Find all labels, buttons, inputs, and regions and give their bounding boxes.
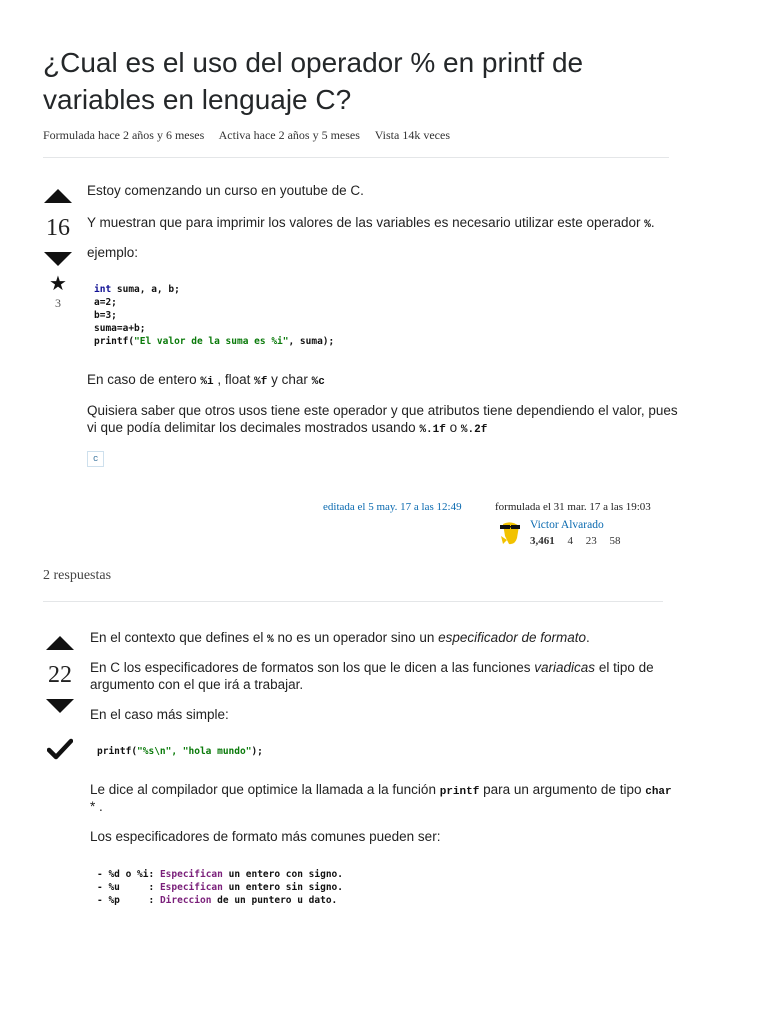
- view-count: Vista 14k veces: [374, 128, 450, 142]
- user-name-link[interactable]: Victor Alvarado: [530, 519, 604, 531]
- answer-paragraph-4: Le dice al compilador que optimice la llamada a la función printf para un argumento de tipo char: [90, 782, 672, 798]
- question-paragraph-3: ejemplo:: [87, 245, 139, 260]
- question-title[interactable]: ¿Cual es el uso del operador % en printf de variables en lenguaje C?: [43, 47, 584, 115]
- question-code-block: int suma, a, b; a=2; b=3; suma=a+b; printf("El valor de la suma es %i", suma);: [94, 284, 335, 347]
- title-divider: [43, 157, 669, 158]
- accepted-check-icon: [47, 738, 73, 762]
- question-paragraph-4: En caso de entero %i , float %f y char %c: [87, 372, 325, 388]
- asked-time: Formulada hace 2 años y 6 meses: [43, 128, 205, 142]
- question-body-2: [87, 371, 677, 441]
- answer-paragraph-2: En C los especificadores de formatos son los que le dicen a las funciones variadicas el tipo de: [90, 660, 654, 675]
- favorite-count: 3: [55, 296, 61, 310]
- question-paragraph-2: Y muestran que para imprimir los valores de las variables es necesario utilizar este operador %.: [87, 215, 655, 231]
- question-paragraph-5-line-1: Quisiera saber que otros usos tiene este operador y que atributos tiene dependiendo el valor, pues: [87, 403, 678, 418]
- user-avatar[interactable]: [497, 518, 525, 546]
- user-reputation: [530, 535, 621, 547]
- question-meta: [43, 128, 462, 143]
- answer-body: [90, 629, 670, 749]
- answer-body-2: [90, 781, 670, 851]
- answer-paragraph-3: En el caso más simple:: [90, 707, 229, 722]
- answer-code-block-2: [97, 868, 343, 907]
- answer-downvote-arrow-icon[interactable]: [46, 699, 74, 713]
- answer-code-block-1: printf("%s\n", "hola mundo");: [97, 746, 263, 757]
- downvote-arrow-icon[interactable]: [44, 252, 72, 266]
- answer-upvote-arrow-icon[interactable]: [46, 636, 74, 650]
- inline-code-percent: %: [644, 219, 651, 231]
- answers-count: 2 respuestas: [43, 568, 112, 583]
- list-item: - %p : Direccion de un puntero u dato.: [97, 895, 338, 906]
- answers-divider: [43, 601, 663, 602]
- answer-score: 22: [48, 662, 72, 688]
- upvote-arrow-icon[interactable]: [44, 189, 72, 203]
- edited-link[interactable]: editada el 5 may. 17 a las 12:49: [323, 501, 462, 513]
- active-time: Activa hace 2 años y 5 meses: [218, 128, 360, 142]
- list-item: - %u : Especifican un entero sin signo.: [97, 882, 343, 893]
- silver-badges: 23: [585, 535, 597, 547]
- answer-paragraph-4-line-2: * .: [90, 799, 103, 814]
- tag-c[interactable]: c: [87, 451, 104, 467]
- answer-paragraph-5: Los especificadores de formato más comunes pueden ser:: [90, 829, 441, 844]
- asked-on: formulada el 31 mar. 17 a las 19:03: [495, 501, 651, 513]
- question-vote-column: [38, 189, 78, 311]
- list-item: - %d o %i: Especifican un entero con signo.: [97, 869, 343, 880]
- favorite-star-icon[interactable]: ★: [49, 273, 67, 295]
- reputation-score: 3,461: [530, 535, 555, 547]
- question-score: 16: [46, 215, 70, 241]
- question-paragraph-5-line-2: vi que podía delimitar los decimales mostrados usando %.1f o %.2f: [87, 420, 488, 436]
- answer-vote-column: [40, 636, 80, 713]
- question-paragraph-1: Estoy comenzando un curso en youtube de C.: [87, 183, 364, 198]
- bronze-badges: 58: [609, 535, 621, 547]
- gold-badges: 4: [567, 535, 573, 547]
- answer-paragraph-1: En el contexto que defines el % no es un operador sino un especificador de formato.: [90, 630, 590, 646]
- answer-paragraph-2-line-2: argumento con el que irá a trabajar.: [90, 677, 304, 692]
